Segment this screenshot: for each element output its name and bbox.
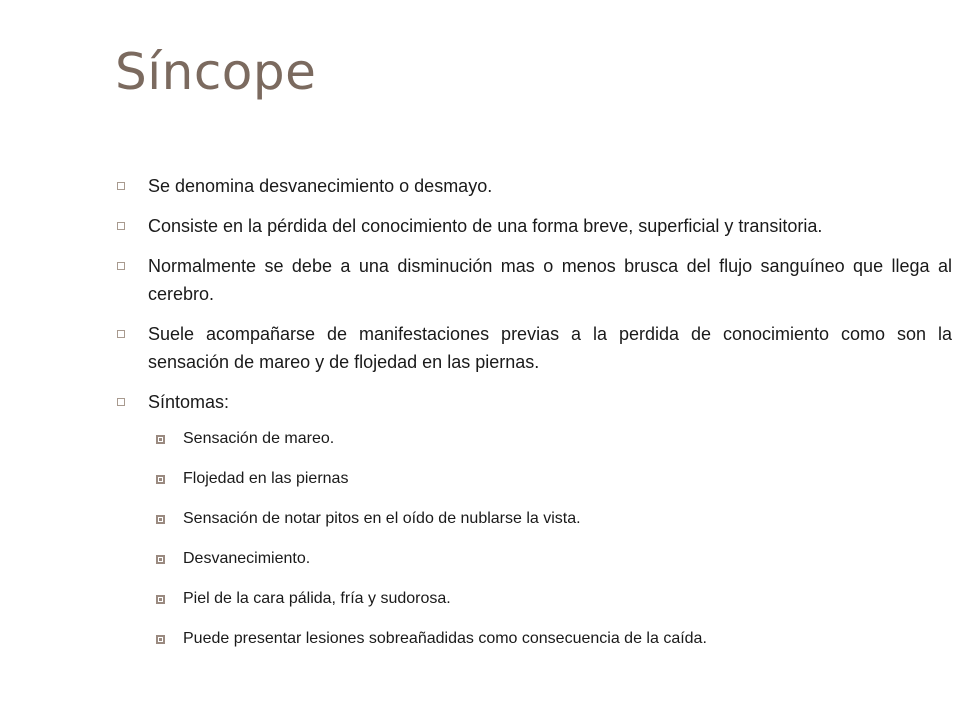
symptom-text: Sensación de notar pitos en el oído de nublarse la vista. xyxy=(183,510,581,527)
bullet-item xyxy=(114,388,952,416)
bullet-text: Suele acompañarse de manifestaciones previas a la perdida de conocimiento como son la sensación de mareo y de flojedad en las piernas. xyxy=(148,324,952,372)
bullet-text: Normalmente se debe a una disminución mas o menos brusca del flujo sanguíneo que llega al cerebro. xyxy=(148,256,952,304)
slide-content xyxy=(114,172,952,668)
square-bullet-icon xyxy=(156,595,165,604)
square-bullet-icon xyxy=(156,555,165,564)
square-bullet-icon xyxy=(117,182,125,190)
symptom-item xyxy=(114,548,952,570)
square-bullet-icon xyxy=(156,635,165,644)
symptom-item xyxy=(114,428,952,450)
symptom-item xyxy=(114,468,952,490)
bullet-item xyxy=(114,172,952,200)
square-bullet-icon xyxy=(156,435,165,444)
bullet-item xyxy=(114,212,952,240)
symptoms-list xyxy=(114,428,952,650)
symptom-text: Flojedad en las piernas xyxy=(183,470,349,487)
symptom-text: Puede presentar lesiones sobreañadidas como consecuencia de la caída. xyxy=(183,630,707,647)
square-bullet-icon xyxy=(117,222,125,230)
symptom-item xyxy=(114,508,952,530)
symptom-text: Piel de la cara pálida, fría y sudorosa. xyxy=(183,590,451,607)
slide-title: Síncope xyxy=(115,43,317,101)
bullet-item xyxy=(114,252,952,308)
bullet-text: Síntomas: xyxy=(148,392,230,412)
symptom-item xyxy=(114,628,952,650)
square-bullet-icon xyxy=(117,398,125,406)
symptom-item xyxy=(114,588,952,610)
square-bullet-icon xyxy=(156,475,165,484)
square-bullet-icon xyxy=(117,330,125,338)
bullet-text: Consiste en la pérdida del conocimiento de una forma breve, superficial y transitoria. xyxy=(148,216,823,236)
bullet-item xyxy=(114,320,952,376)
symptom-text: Desvanecimiento. xyxy=(183,550,311,567)
bullet-text: Se denomina desvanecimiento o desmayo. xyxy=(148,176,493,196)
symptom-text: Sensación de mareo. xyxy=(183,430,335,447)
square-bullet-icon xyxy=(117,262,125,270)
square-bullet-icon xyxy=(156,515,165,524)
